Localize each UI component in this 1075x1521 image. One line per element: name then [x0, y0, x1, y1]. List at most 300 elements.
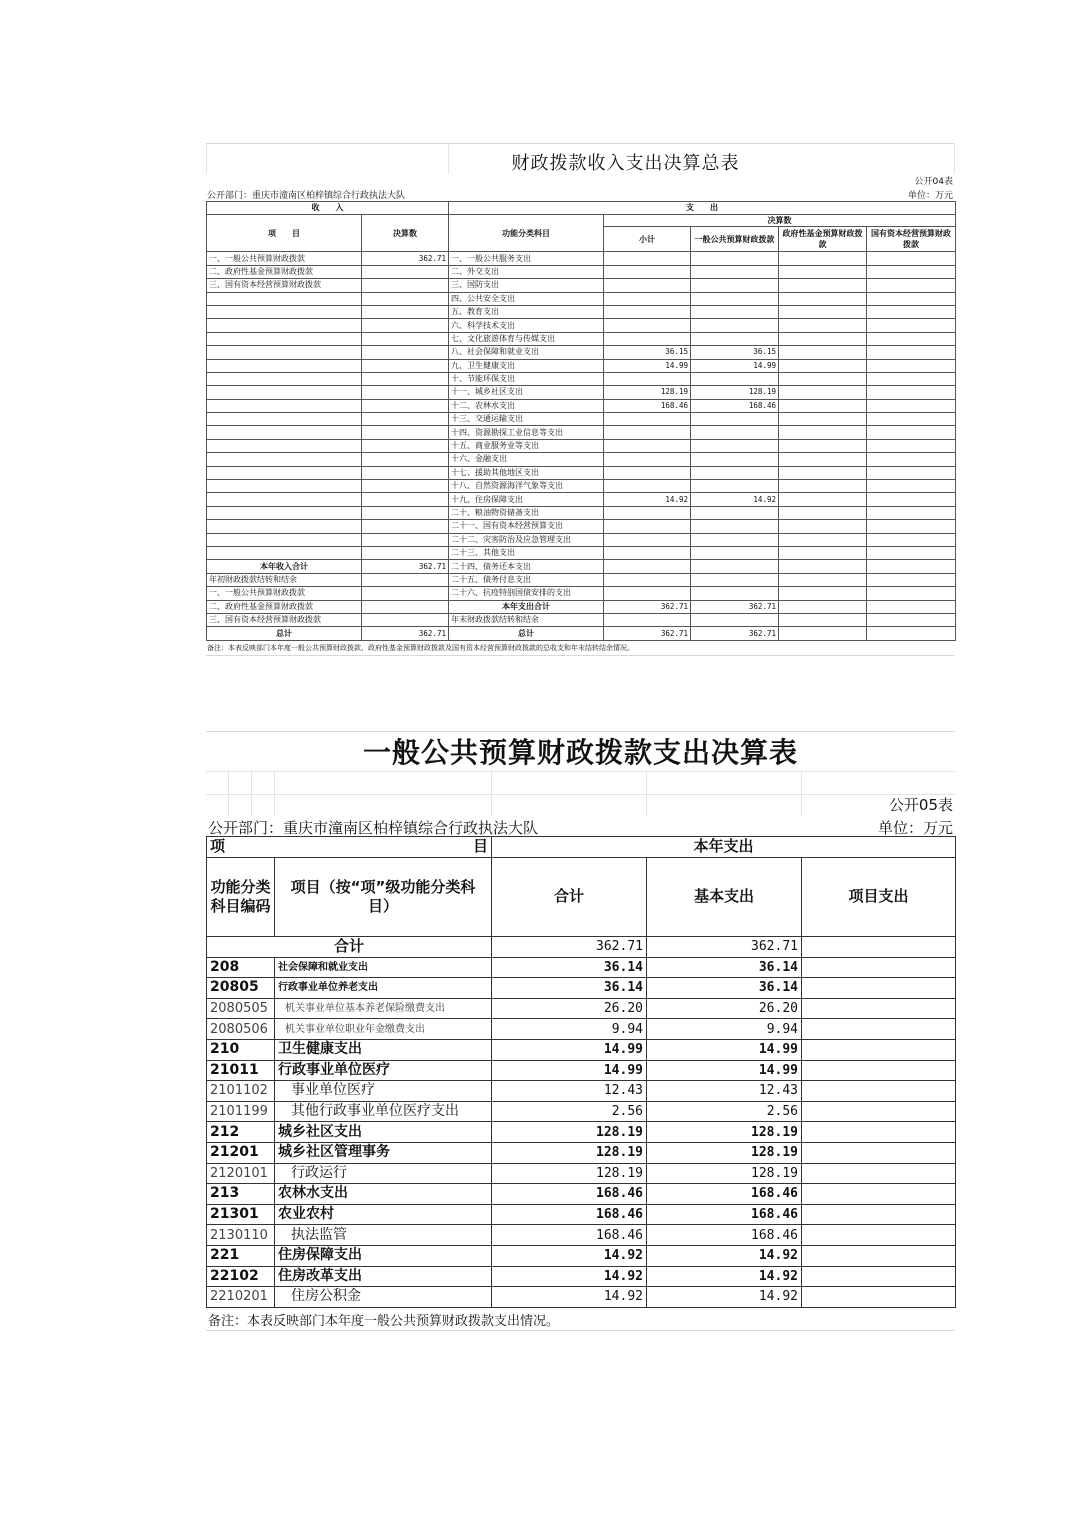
expense-item: 二十二、灾害防治及应急管理支出 — [449, 533, 604, 546]
income-amount: 362.71 — [362, 627, 449, 640]
income-item: 一、一般公共预算财政拨款 — [207, 587, 362, 600]
row-total: 128.19 — [492, 1122, 647, 1143]
row-project — [802, 978, 956, 999]
table1-row — [207, 359, 956, 372]
table2-blank-row — [206, 771, 955, 794]
table1-dept: 公开部门：重庆市潼南区柏梓镇综合行政执法大队 — [207, 191, 406, 201]
income-item: 总计 — [207, 627, 362, 640]
income-item — [207, 546, 362, 559]
function-code: 2080506 — [207, 1019, 275, 1040]
expense-fund — [779, 560, 867, 573]
expense-item: 三、国防支出 — [449, 279, 604, 292]
expense-state — [867, 439, 956, 452]
income-item: 二、政府性基金预算财政拨款 — [207, 600, 362, 613]
income-amount — [362, 332, 449, 345]
row-basic: 2.56 — [647, 1101, 802, 1122]
expense-general: 36.15 — [691, 346, 779, 359]
expense-general — [691, 480, 779, 493]
expense-general — [691, 587, 779, 600]
row-basic: 26.20 — [647, 998, 802, 1019]
table2-dept-row — [206, 816, 955, 836]
table2-row — [207, 1204, 956, 1225]
income-amount — [362, 319, 449, 332]
expense-general — [691, 560, 779, 573]
table1-row — [207, 506, 956, 519]
expense-subtotal — [604, 587, 691, 600]
expense-item: 十九、住房保障支出 — [449, 493, 604, 506]
expense-item: 十八、自然资源海洋气象等支出 — [449, 480, 604, 493]
expense-item: 十六、金融支出 — [449, 453, 604, 466]
income-amount — [362, 399, 449, 412]
expense-subtotal — [604, 426, 691, 439]
row-project — [802, 1142, 956, 1163]
row-basic: 128.19 — [647, 1163, 802, 1184]
table2-row — [207, 1245, 956, 1266]
function-name: 行政事业单位医疗 — [275, 1060, 492, 1081]
expense-state — [867, 252, 956, 265]
expense-item: 年末财政拨款结转和结余 — [449, 613, 604, 626]
row-basic: 14.92 — [647, 1266, 802, 1287]
function-code: 208 — [207, 957, 275, 978]
expense-state — [867, 627, 956, 640]
expense-subtotal — [604, 453, 691, 466]
table2-dept: 公开部门：重庆市潼南区柏梓镇综合行政执法大队 — [208, 819, 539, 837]
expense-general — [691, 252, 779, 265]
row-project — [802, 1266, 956, 1287]
expense-state — [867, 346, 956, 359]
table1-row — [207, 466, 956, 479]
function-name: 农林水支出 — [275, 1184, 492, 1205]
expense-item: 五、教育支出 — [449, 305, 604, 318]
row-project — [802, 998, 956, 1019]
expense-general: 128.19 — [691, 386, 779, 399]
table2-row — [207, 978, 956, 999]
table2-row — [207, 1266, 956, 1287]
expense-subtotal — [604, 613, 691, 626]
expense-state — [867, 453, 956, 466]
row-project — [802, 1204, 956, 1225]
expense-subtotal — [604, 332, 691, 345]
table1-row — [207, 252, 956, 265]
income-amount — [362, 506, 449, 519]
expense-general — [691, 319, 779, 332]
function-code: 2080505 — [207, 998, 275, 1019]
table1-row — [207, 332, 956, 345]
table2-row — [207, 1225, 956, 1246]
row-basic: 168.46 — [647, 1225, 802, 1246]
table1-row — [207, 453, 956, 466]
income-item: 年初财政拨款结转和结余 — [207, 573, 362, 586]
expense-item: 四、公共安全支出 — [449, 292, 604, 305]
income-item — [207, 346, 362, 359]
expense-subtotal — [604, 292, 691, 305]
function-code: 221 — [207, 1245, 275, 1266]
function-code: 2120101 — [207, 1163, 275, 1184]
row-basic: 36.14 — [647, 957, 802, 978]
expense-state — [867, 560, 956, 573]
expense-fund — [779, 627, 867, 640]
function-code: 21201 — [207, 1142, 275, 1163]
expense-fund — [779, 493, 867, 506]
function-name: 城乡社区支出 — [275, 1122, 492, 1143]
expense-fund — [779, 292, 867, 305]
total-sum: 362.71 — [492, 936, 647, 957]
row-project — [802, 1060, 956, 1081]
row-total: 14.92 — [492, 1266, 647, 1287]
expense-item: 六、科学技术支出 — [449, 319, 604, 332]
table1-grid — [206, 201, 956, 641]
function-code: 2101199 — [207, 1101, 275, 1122]
function-code: 20805 — [207, 978, 275, 999]
income-amount — [362, 453, 449, 466]
expense-general: 168.46 — [691, 399, 779, 412]
col-code-header: 功能分类科目编码 — [207, 857, 275, 936]
col-budget-header: 决算数 — [604, 215, 956, 227]
table1-row — [207, 265, 956, 278]
expense-fund — [779, 520, 867, 533]
expense-general — [691, 426, 779, 439]
expense-subtotal: 128.19 — [604, 386, 691, 399]
function-code: 22102 — [207, 1266, 275, 1287]
income-amount — [362, 613, 449, 626]
function-code: 2101102 — [207, 1081, 275, 1102]
function-code: 21011 — [207, 1060, 275, 1081]
expense-state — [867, 533, 956, 546]
income-item — [207, 426, 362, 439]
expense-fund — [779, 332, 867, 345]
row-total: 168.46 — [492, 1204, 647, 1225]
table1-row — [207, 627, 956, 640]
table2-row — [207, 1184, 956, 1205]
expense-fund — [779, 372, 867, 385]
expense-subtotal — [604, 533, 691, 546]
table1-row — [207, 319, 956, 332]
table1-note: 备注：本表反映部门本年度一般公共预算财政拨款、政府性基金预算财政拨款及国有资本经营预算财政拨款的总收支和年末结转结余情况。 — [206, 641, 955, 656]
expense-subtotal: 168.46 — [604, 399, 691, 412]
function-code: 213 — [207, 1184, 275, 1205]
row-total: 14.99 — [492, 1060, 647, 1081]
income-item — [207, 332, 362, 345]
expense-fund — [779, 359, 867, 372]
expense-item: 二十五、债务付息支出 — [449, 573, 604, 586]
expense-general: 362.71 — [691, 600, 779, 613]
expense-fund — [779, 399, 867, 412]
row-project — [802, 1039, 956, 1060]
total-project — [802, 936, 956, 957]
expense-state — [867, 399, 956, 412]
row-project — [802, 1163, 956, 1184]
row-basic: 128.19 — [647, 1122, 802, 1143]
row-project — [802, 1122, 956, 1143]
expense-item: 十一、城乡社区支出 — [449, 386, 604, 399]
income-item — [207, 439, 362, 452]
row-project — [802, 1225, 956, 1246]
expense-state — [867, 587, 956, 600]
head-year-cell: 本年支出 — [492, 837, 956, 858]
table2-row — [207, 1081, 956, 1102]
col-subtotal-header: 小计 — [604, 227, 691, 252]
expense-general: 14.99 — [691, 359, 779, 372]
expense-subtotal — [604, 413, 691, 426]
expense-state — [867, 279, 956, 292]
expense-state — [867, 372, 956, 385]
expense-subtotal: 36.15 — [604, 346, 691, 359]
expense-subtotal: 14.92 — [604, 493, 691, 506]
income-amount — [362, 279, 449, 292]
expense-fund — [779, 413, 867, 426]
table1-row — [207, 520, 956, 533]
table2-row — [207, 1163, 956, 1184]
income-amount: 362.71 — [362, 252, 449, 265]
expense-state — [867, 305, 956, 318]
income-item — [207, 453, 362, 466]
total-label: 合计 — [207, 936, 492, 957]
expense-header: 支 出 — [449, 202, 956, 215]
general-budget-expense-table — [206, 731, 955, 1331]
expense-fund — [779, 386, 867, 399]
table2-row — [207, 1101, 956, 1122]
income-item — [207, 319, 362, 332]
income-item: 二、政府性基金预算财政拨款 — [207, 265, 362, 278]
table1-row — [207, 426, 956, 439]
table2-title: 一般公共预算财政拨款支出决算表 — [206, 731, 955, 771]
row-basic: 9.94 — [647, 1019, 802, 1040]
expense-item: 十、节能环保支出 — [449, 372, 604, 385]
row-basic: 14.99 — [647, 1039, 802, 1060]
income-amount — [362, 546, 449, 559]
expense-state — [867, 613, 956, 626]
income-item — [207, 413, 362, 426]
table2-row — [207, 1060, 956, 1081]
function-name: 住房改革支出 — [275, 1266, 492, 1287]
function-name: 机关事业单位基本养老保险缴费支出 — [275, 998, 492, 1019]
expense-item: 本年支出合计 — [449, 600, 604, 613]
expense-subtotal — [604, 506, 691, 519]
expense-general — [691, 279, 779, 292]
row-basic: 12.43 — [647, 1081, 802, 1102]
table1-row — [207, 386, 956, 399]
expense-subtotal — [604, 305, 691, 318]
row-total: 36.14 — [492, 957, 647, 978]
income-item — [207, 359, 362, 372]
table1-title: 财政拨款收入支出决算总表 — [511, 153, 740, 174]
function-name: 住房公积金 — [275, 1287, 492, 1308]
expense-subtotal — [604, 372, 691, 385]
expense-fund — [779, 346, 867, 359]
income-amount — [362, 600, 449, 613]
table1-row — [207, 372, 956, 385]
expense-item: 二十、粮油物资储备支出 — [449, 506, 604, 519]
head-item-cell — [207, 837, 492, 858]
expense-subtotal — [604, 279, 691, 292]
function-name: 住房保障支出 — [275, 1245, 492, 1266]
function-name: 执法监管 — [275, 1225, 492, 1246]
row-basic: 128.19 — [647, 1142, 802, 1163]
table1-row — [207, 560, 956, 573]
income-amount — [362, 493, 449, 506]
table2-row — [207, 1039, 956, 1060]
fiscal-summary-table — [206, 143, 955, 656]
table1-unit: 单位：万元 — [907, 191, 953, 201]
income-amount — [362, 359, 449, 372]
expense-fund — [779, 480, 867, 493]
table1-title-row — [206, 143, 955, 174]
income-item — [207, 493, 362, 506]
income-item — [207, 520, 362, 533]
expense-subtotal — [604, 252, 691, 265]
expense-state — [867, 600, 956, 613]
row-total: 26.20 — [492, 998, 647, 1019]
income-item — [207, 399, 362, 412]
total-basic: 362.71 — [647, 936, 802, 957]
income-amount — [362, 386, 449, 399]
head-item-right: 目 — [472, 837, 488, 856]
table1-row — [207, 480, 956, 493]
table1-row — [207, 533, 956, 546]
row-basic: 14.92 — [647, 1245, 802, 1266]
expense-item: 二十一、国有资本经营预算支出 — [449, 520, 604, 533]
expense-state — [867, 413, 956, 426]
row-total: 128.19 — [492, 1142, 647, 1163]
expense-subtotal — [604, 573, 691, 586]
expense-fund — [779, 319, 867, 332]
expense-general — [691, 506, 779, 519]
function-name: 农业农村 — [275, 1204, 492, 1225]
income-amount — [362, 413, 449, 426]
expense-subtotal — [604, 546, 691, 559]
income-item — [207, 292, 362, 305]
expense-subtotal: 362.71 — [604, 627, 691, 640]
row-basic: 14.92 — [647, 1287, 802, 1308]
function-name: 城乡社区管理事务 — [275, 1142, 492, 1163]
col-name-header: 项目（按“项”级功能分类科目） — [275, 857, 492, 936]
col-item-header: 项 目 — [207, 215, 362, 252]
expense-item: 九、卫生健康支出 — [449, 359, 604, 372]
expense-fund — [779, 533, 867, 546]
table1-row — [207, 493, 956, 506]
expense-state — [867, 426, 956, 439]
row-project — [802, 957, 956, 978]
row-total: 36.14 — [492, 978, 647, 999]
income-header: 收 入 — [207, 202, 449, 215]
expense-subtotal: 362.71 — [604, 600, 691, 613]
expense-general — [691, 413, 779, 426]
table2-grid — [206, 836, 956, 1308]
col-total-header: 合计 — [492, 857, 647, 936]
table1-row — [207, 600, 956, 613]
expense-fund — [779, 252, 867, 265]
function-name: 其他行政事业单位医疗支出 — [275, 1101, 492, 1122]
row-project — [802, 1019, 956, 1040]
col-fund-header: 政府性基金预算财政拨款 — [779, 227, 867, 252]
row-total: 12.43 — [492, 1081, 647, 1102]
expense-item: 总计 — [449, 627, 604, 640]
table2-unit: 单位：万元 — [877, 819, 953, 837]
expense-fund — [779, 600, 867, 613]
table2-row — [207, 1142, 956, 1163]
function-name: 卫生健康支出 — [275, 1039, 492, 1060]
expense-fund — [779, 587, 867, 600]
expense-subtotal — [604, 560, 691, 573]
expense-state — [867, 386, 956, 399]
expense-general — [691, 533, 779, 546]
function-name: 社会保障和就业支出 — [275, 957, 492, 978]
row-total: 14.99 — [492, 1039, 647, 1060]
income-item — [207, 506, 362, 519]
income-item — [207, 480, 362, 493]
expense-state — [867, 573, 956, 586]
expense-state — [867, 520, 956, 533]
table1-row — [207, 546, 956, 559]
row-project — [802, 1101, 956, 1122]
expense-item: 二十六、抗疫特别国债安排的支出 — [449, 587, 604, 600]
table2-row — [207, 1019, 956, 1040]
income-amount — [362, 533, 449, 546]
expense-state — [867, 265, 956, 278]
income-amount — [362, 466, 449, 479]
expense-item: 二、外交支出 — [449, 265, 604, 278]
expense-state — [867, 493, 956, 506]
expense-item: 二十三、其他支出 — [449, 546, 604, 559]
expense-item: 七、文化旅游体育与传媒支出 — [449, 332, 604, 345]
expense-item: 一、一般公共服务支出 — [449, 252, 604, 265]
function-code: 21301 — [207, 1204, 275, 1225]
row-total: 168.46 — [492, 1184, 647, 1205]
income-amount — [362, 292, 449, 305]
expense-general — [691, 372, 779, 385]
income-item: 三、国有资本经营预算财政拨款 — [207, 613, 362, 626]
expense-subtotal — [604, 265, 691, 278]
expense-state — [867, 480, 956, 493]
row-total: 2.56 — [492, 1101, 647, 1122]
function-name: 事业单位医疗 — [275, 1081, 492, 1102]
expense-subtotal: 14.99 — [604, 359, 691, 372]
income-amount — [362, 346, 449, 359]
expense-general — [691, 305, 779, 318]
row-basic: 36.14 — [647, 978, 802, 999]
table1-row — [207, 413, 956, 426]
table1-row — [207, 292, 956, 305]
expense-general — [691, 546, 779, 559]
income-item: 一、一般公共预算财政拨款 — [207, 252, 362, 265]
table1-row — [207, 439, 956, 452]
expense-fund — [779, 573, 867, 586]
expense-general — [691, 466, 779, 479]
col-amount-header: 决算数 — [362, 215, 449, 252]
income-amount — [362, 480, 449, 493]
function-name: 行政运行 — [275, 1163, 492, 1184]
expense-state — [867, 546, 956, 559]
expense-item: 十五、商业服务业等支出 — [449, 439, 604, 452]
expense-item: 十七、援助其他地区支出 — [449, 466, 604, 479]
expense-fund — [779, 466, 867, 479]
table1-row — [207, 613, 956, 626]
expense-general — [691, 265, 779, 278]
expense-fund — [779, 279, 867, 292]
income-amount — [362, 265, 449, 278]
expense-state — [867, 506, 956, 519]
table2-row — [207, 998, 956, 1019]
row-project — [802, 1081, 956, 1102]
table1-row — [207, 346, 956, 359]
expense-general — [691, 332, 779, 345]
expense-fund — [779, 426, 867, 439]
income-amount: 362.71 — [362, 560, 449, 573]
expense-state — [867, 466, 956, 479]
expense-fund — [779, 546, 867, 559]
function-name: 行政事业单位养老支出 — [275, 978, 492, 999]
function-code: 212 — [207, 1122, 275, 1143]
